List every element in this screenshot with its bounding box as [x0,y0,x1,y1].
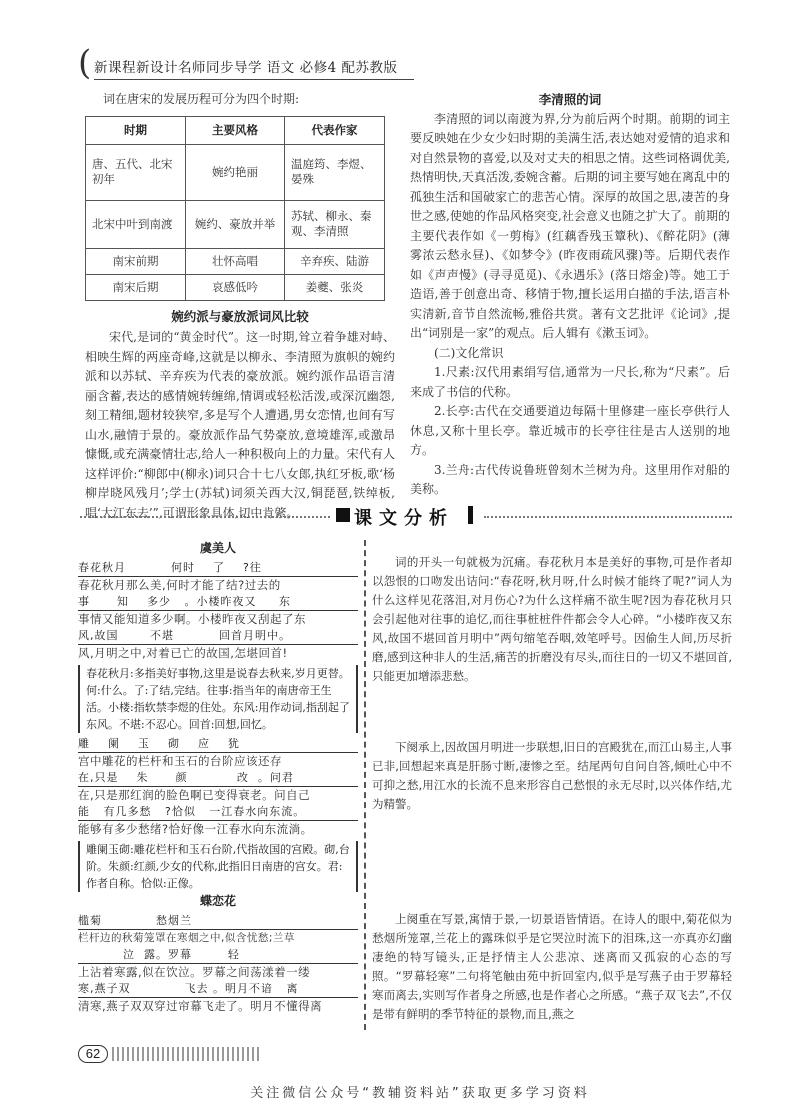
table-cell: 唐、五代、北宋初年 [86,144,186,200]
column-divider [364,540,366,1030]
table-cell: 姜夔、张炎 [285,274,385,300]
poem-line: 在,只是 朱 颜 改 。问君 [78,770,358,787]
table-row [86,144,385,200]
table-cell: 婉约、豪放并举 [186,200,285,248]
table-cell: 辛弃疾、陆游 [285,248,385,274]
culture-item: 3.兰舟:古代传说鲁班曾刻木兰树为舟。这里用作对船的美称。 [410,462,730,496]
header-rule [94,79,414,80]
poem-gloss: 栏杆边的秋菊笼罩在寒烟之中,似含忧愁;兰草 [78,931,295,944]
poem-title: 虞美人 [199,541,236,555]
poem-line: 泣 露。罗幕 轻 [78,947,358,964]
poem-gloss: 春花秋月那么美,何时才能了结?过去的 [78,577,281,592]
poem-dielianhua [78,893,358,1015]
section-title-text: 课文分析 [354,508,454,529]
culture-item: 1.尺素:汉代用素绢写信,通常为一尺长,称为“尺素”。后来成了书信的代称。 [410,365,730,399]
periods-intro: 词在唐宋的发展历程可分为四个时期: [103,92,300,106]
style-comparison-paragraph: 宋代,是词的“黄金时代”。这一时期,耸立着争雄对峙、相映生辉的两座奇峰,这就是以柳永、李清照为旗帜的婉约派和以苏轼、辛弃疾为代表的豪放派。婉约派作品语言清丽含蓄,表达的感情婉转缠绵,情调或轻松活泼,或深沉幽怨,刻工精细,题材较狭窄,多是写个人遭遇,男女恋情,也间有写山水,融情于景的。豪放派作品气势豪放,意境雄浑,或激昂慷慨,或充满豪情壮志,给人一种积极向上的力量。宋代有人这样评价:“柳郎中(柳永)词只合十七八女郎,执红牙板,歌‘杨柳岸晓风残月’;学士(苏轼)词须关西大汉,铜琵琶,铁绰板,唱‘大江东去’”,可谓形象具体,切中肯綮。 [85,330,395,520]
table-header: 主要风格 [186,116,285,144]
poem-title: 蝶恋花 [199,894,236,908]
poem-line: 槛菊 愁烟兰 [78,913,358,930]
culture-item: 2.长亭:古代在交通要道边每隔十里修建一座长亭供行人休息,又称十里长亭。靠近城市的长亭往往是古人送别的地方。 [410,404,730,457]
section-dotted-rule-left [80,516,330,518]
analysis-paragraph: 下阕承上,因故国月明进一步联想,旧日的宫殿犹在,而江山易主,人事已非,回想起来真是肝肠寸断,凄惨之至。结尾两句自问自答,倾吐心中不可抑之愁,用江水的长流不息来形容自己愁恨的永无尽时,以兴体作结,尤为精警。 [372,740,732,811]
footer-dots [112,1047,262,1061]
poem-line: 能 有几多愁 ?恰似 一江春水向东流。 [78,804,358,821]
table-header-row [86,116,385,144]
left-column [85,90,395,523]
poem-gloss: 在,只是那红润的脸色啊已变得衰老。问自己 [78,787,311,802]
poem-line: 寒,燕子双 飞去 。明月不谙 离 [78,981,358,998]
poem-yumeiren [78,540,358,895]
li-qingzhao-heading: 李清照的词 [538,92,602,107]
section-dotted-rule-right [484,516,732,518]
poem-line: 事 知 多少 。小楼昨夜又 东 [78,594,358,611]
periods-table [85,116,385,301]
poem-gloss: 风,月明之中,对着已亡的故国,怎堪回首! [78,645,288,660]
footer-watermark: 关注微信公众号“教辅资料站”获取更多学习资料 [250,1086,590,1101]
section-bar-icon [468,506,473,524]
table-cell: 南宋前期 [86,248,186,274]
poem-annotation: 春花秋月:多指美好事物,这里是说春去秋来,岁月更替。何:什么。了:了结,完结。往事:指当年的南唐帝王生活。小楼:指软禁李煜的住处。东风:用作动词,指刮起了东风。不堪:不忍心。回首:回想,回忆。 [78,665,358,733]
section-title [336,502,476,530]
page-number: 62 [78,1045,108,1063]
poem-line: 春花秋月 何时 了 ?往 [78,560,358,577]
poem-gloss: 宫中雕花的栏杆和玉石的台阶应该还存 [78,753,282,768]
table-cell: 北宋中叶到南渡 [86,200,186,248]
table-cell: 苏轼、柳永、秦观、李清照 [285,200,385,248]
poem-line: 雕 阑 玉 砌 应 犹 [78,736,358,753]
page-number-badge [78,1045,278,1069]
header-title: 新课程新设计名师同步导学 语文 必修4 配苏教版 [94,60,398,76]
table-header: 代表作家 [285,116,385,144]
poem-annotation: 雕阑玉砌:雕花栏杆和玉石台阶,代指故国的宫殿。砌,台阶。朱颜:红颜,少女的代称,此指旧日南唐的宫女。君:作者自称。恰似:正像。 [78,841,358,892]
poem-gloss: 事情又能知道多少啊。小楼昨夜又刮起了东 [78,611,306,626]
poem-gloss: 能够有多少愁绪?恰好像一江春水向东流淌。 [78,821,313,836]
table-cell: 南宋后期 [86,274,186,300]
table-row [86,200,385,248]
table-cell: 婉约艳丽 [186,144,285,200]
right-column [410,90,730,500]
analysis-paragraph: 上阕重在写景,寓情于景,一切景语皆情语。在诗人的眼中,菊花似为愁烟所笼罩,兰花上的露珠似乎是它哭泣时流下的泪珠,这一亦真亦幻幽凄绝的特写镜头,正是抒情主人公悲凉、迷离而又孤寂的心态的写照。“罗幕轻寒”二句将笔触由苑中折回室内,似乎是写燕子由于罗幕轻寒而离去,实则写作者身之所感,也是作者心之所感。“燕子双飞去”,不仅是带有鲜明的季节特征的景物,而且,燕之 [372,912,732,1021]
poem-gloss: 清寒,燕子双双穿过帘幕飞走了。明月不懂得离 [78,998,323,1013]
analysis-paragraph: 词的开头一句就极为沉痛。春花秋月本是美好的事物,可是作者却以怨恨的口吻发出诘问:“春花呀,秋月呀,什么时候才能终了呢?”词人为什么这样见花落泪,对月伤心?为什么这样痛不欲生呢?因为春花秋月只会引起他对往事的追忆,而往事桩桩件件都会令人心碎。“小楼昨夜又东风,故国不堪回首月明中”两句缩笔吞咽,效笔呼号。因偷生人间,历尽折磨,感到这种非人的生活,痛苦的折磨没有尽头,而往日的一切又不堪回首,只能更加增添悲愁。 [372,555,732,683]
table-row [86,274,385,300]
table-cell: 壮怀高唱 [186,248,285,274]
table-cell: 温庭筠、李煜、晏殊 [285,144,385,200]
li-qingzhao-paragraph: 李清照的词以南渡为界,分为前后两个时期。前期的词主要反映她在少女少妇时期的美满生活,表达她对爱情的追求和对自然景物的喜爱,以及对丈夫的相思之情。这些词格调优美,热情明快,天真活泼,委婉含蓄。后期的词主要写她在离乱中的孤独生活和国破家亡的悲苦心情。深厚的故国之思,凄苦的身世之感,使她的作品风格突变,社会意义也随之扩大了。前期的主要代表作如《一剪梅》(红藕香残玉簟秋)、《醉花阴》(薄雾浓云愁永昼)、《如梦令》(昨夜雨疏风骤)等。后期代表作如《声声慢》(寻寻觅觅)、《永遇乐》(落日熔金)等。她工于造语,善于创意出奇、移情于物,擅长运用白描的手法,语言朴实清新,音节自然流畅,雅俗共赏。著有文艺批评《论词》,提出“词别是一家”的观点。后人辑有《漱玉词》。 [410,111,730,340]
table-header: 时期 [86,116,186,144]
section-square-icon [336,508,350,522]
table-row [86,248,385,274]
style-comparison-heading: 婉约派与豪放派词风比较 [171,308,309,324]
poem-gloss: 上沾着寒露,似在饮泣。罗幕之间荡漾着一缕 [78,964,311,979]
culture-heading: (二)文化常识 [434,345,504,360]
header-bracket: ( [78,43,92,83]
poem-line: 风,故国 不堪 回首月明中。 [78,628,358,645]
table-cell: 哀感低吟 [186,274,285,300]
page-header [78,43,738,83]
